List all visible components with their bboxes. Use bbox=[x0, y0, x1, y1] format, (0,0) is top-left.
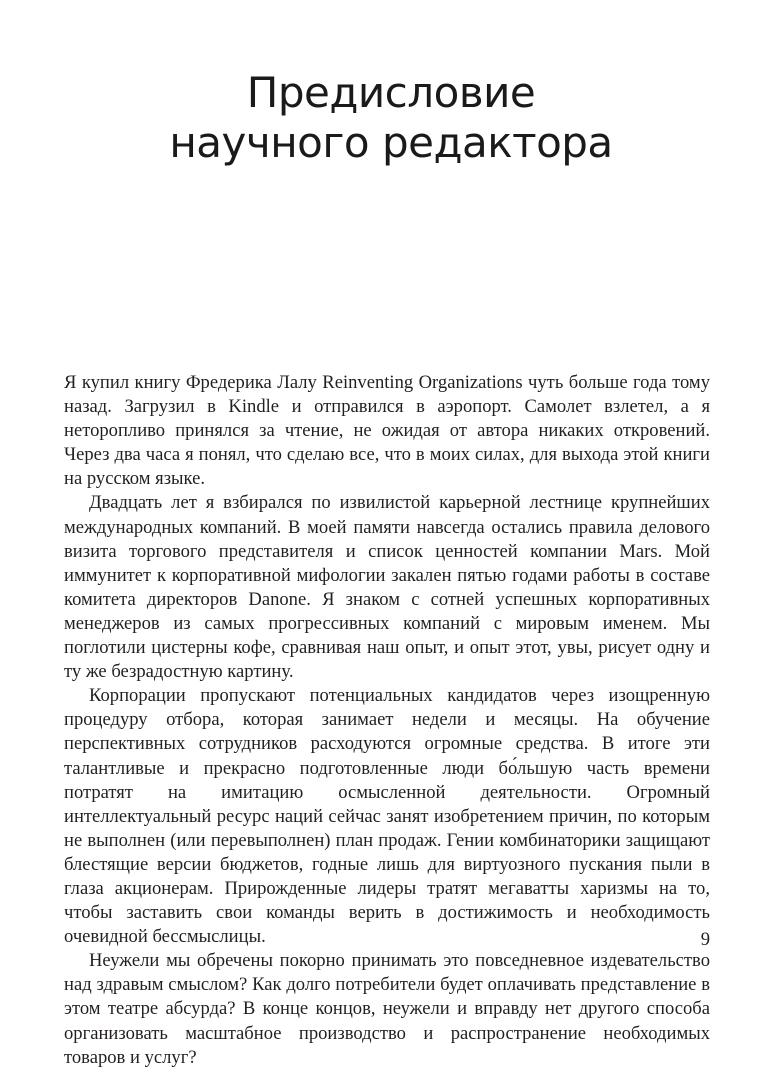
paragraph: Я купил книгу Фредерика Лалу Reinventing Organizations чуть больше года тому назад. Загрузил в Kindle и отправился в аэропорт. Самолет взлетел, а я неторопливо принялся за чтение, не ожидая от автора никаких откровений. Через два часа я понял, что сделаю все, что в моих силах, для выхода этой книги на русском языке. bbox=[64, 372, 710, 490]
paragraph: Двадцать лет я взбирался по извилистой карьерной лестнице крупнейших международных компаний. В моей памяти навсегда остались правила делового визита торгового представителя и список ценностей компании Mars. Мой иммунитет к корпоративной мифологии закален пятью годами работы в составе комитета директоров Danone. Я знаком с сотней успешных корпоративных менеджеров из самых прогрессивных компаний с мировым именем. Мы поглотили цистерны кофе, сравнивая наш опыт, и опыт этот, увы, рисует одну и ту же безрадостную картину. bbox=[64, 492, 710, 683]
paragraph: Корпорации пропускают потенциальных кандидатов через изощренную процедуру отбора, которая занимает недели и месяцы. На обучение перспективных сотрудников расходуются огромные средства. В итоге эти талантливые и прекрасно подготовленные люди бо́льшую часть времени потратят на имитацию осмысленной деятельности. Огромный интеллектуальный ресурс наций сейчас занят изобретением причин, по которым не выполнен (или перевыполнен) план продаж. Гении комбинаторики защищают блестящие версии бюджетов, годные лишь для виртуозного пускания пыли в глаза акционерам. Прирожденные лидеры тратят мегаватты харизмы на то, чтобы заставить свои команды верить в достижимость и необходимость очевидной бессмыслицы. bbox=[64, 685, 710, 948]
body-text bbox=[64, 371, 710, 1070]
chapter-title-line-1: Предисловие bbox=[246, 68, 536, 117]
page-number: 9 bbox=[700, 929, 710, 950]
chapter-title bbox=[0, 68, 782, 168]
chapter-title-line-2: научного редактора bbox=[169, 118, 613, 167]
paragraph: Неужели мы обречены покорно принимать это повседневное издевательство над здравым смыслом? Как долго потребители будет оплачивать представление в этом театре абсурда? В конце концов, неужели и вправду нет другого способа организовать масштабное производство и распространение необходимых товаров и услуг? bbox=[64, 950, 710, 1068]
